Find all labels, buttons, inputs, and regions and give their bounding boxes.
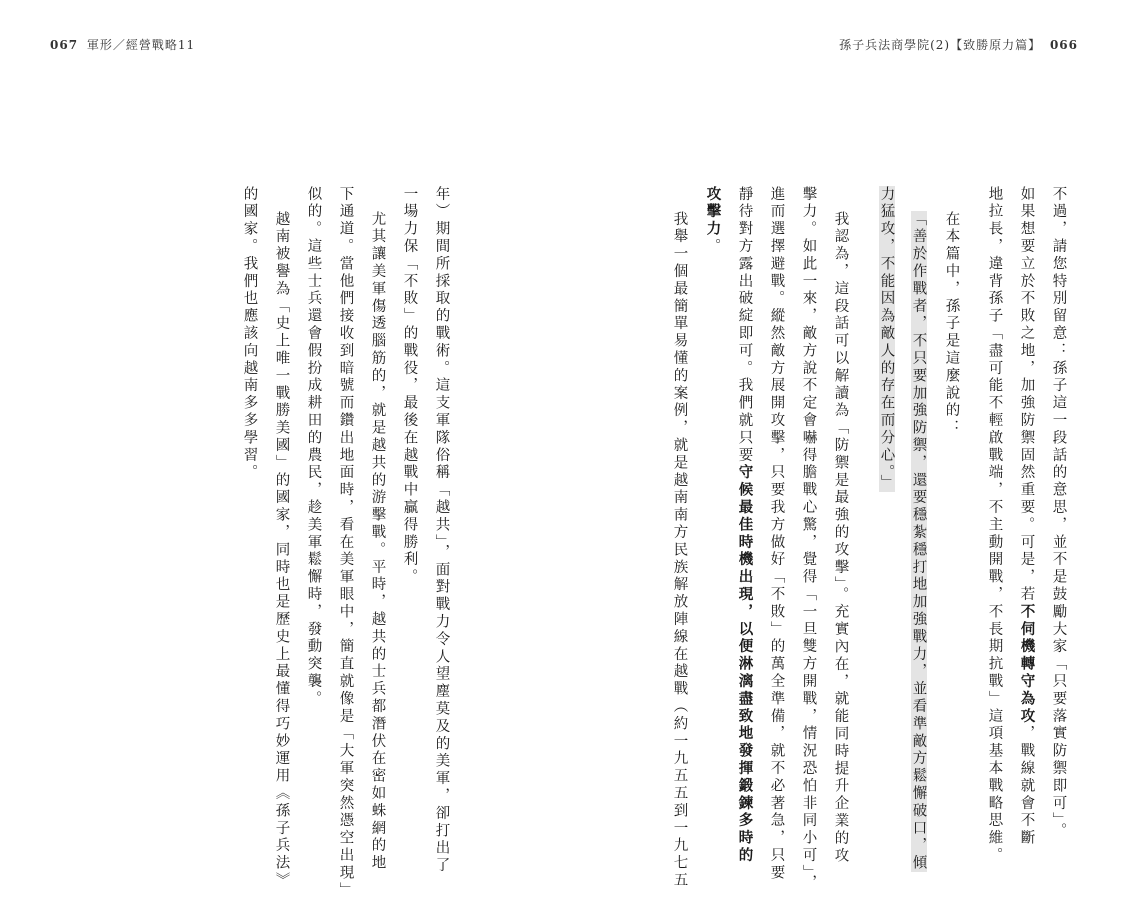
text-line: 地拉長，違背孫子「盡可能不輕啟戰端，不主動開戰，不長期抗戰」這項基本戰略思維。 bbox=[986, 186, 1003, 865]
text-line: 一場力保「不敗」的戰役，最後在越戰中贏得勝利。 bbox=[401, 186, 418, 587]
text-line: 在本篇中，孫子是這麼說的： bbox=[943, 211, 960, 438]
text-line: 尤其讓美軍傷透腦筋的，就是越共的游擊戰。平時，越共的士兵都潛伏在密如蛛網的地 bbox=[369, 211, 386, 873]
text-line: 我舉一個最簡單易懂的案例，就是越南南方民族解放陣線在越戰（約一九五五到一九七五 bbox=[671, 211, 688, 890]
text-line: 我認為，這段話可以解讀為「防禦是最強的攻擊」。充實內在，就能同時提升企業的攻 bbox=[832, 211, 849, 865]
right-page-number: 066 bbox=[1049, 38, 1078, 52]
quote-line: 「善於作戰者，不只要加強防禦，還要穩紮穩打地加強戰力，並看準敵方鬆懈破口，傾 bbox=[910, 211, 927, 873]
text-line: 下通道。當他們接收到暗號而鑽出地面時，看在美軍眼中，簡直就像是「大軍突然憑空出現」 bbox=[337, 186, 354, 899]
text-line: 不過，請您特別留意：孫子這一段話的意思，並不是鼓勵大家「只要落實防禦即可」。 bbox=[1050, 186, 1067, 840]
left-running-title: 軍形／經營戰略11 bbox=[86, 38, 196, 52]
text-line: 靜待對方露出破綻即可。我們就只要守候最佳時機出現，以便淋漓盡致地發揮鍛鍊多時的 bbox=[736, 186, 754, 865]
text-line: 越南被譽為「史上唯一戰勝美國」的國家，同時也是歷史上最懂得巧妙運用《孫子兵法》 bbox=[273, 211, 290, 890]
text-line: 進而選擇避戰。縱然敵方展開攻擊，只要我方做好「不敗」的萬全準備，就不必著急，只要 bbox=[768, 186, 785, 882]
text-line: 年）期間所採取的戰術。這支軍隊俗稱「越共」，面對戰力令人望塵莫及的美軍，卻打出了 bbox=[433, 186, 450, 875]
text-line: 攻擊力。 bbox=[704, 186, 722, 256]
text-line: 擊力。如此一來，敵方說不定會嚇得膽戰心驚，覺得「一旦雙方開戰，情況恐怕非同小可」， bbox=[800, 186, 817, 893]
text-line: 如果想要立於不敗之地，加強防禦固然重要。可是，若不伺機轉守為攻，戰線就會不斷 bbox=[1018, 186, 1036, 848]
right-running-title: 孫子兵法商學院(2)【致勝原力篇】 bbox=[839, 38, 1042, 52]
left-page-number: 067 bbox=[50, 38, 79, 52]
quote-line: 力猛攻，不能因為敵人的存在而分心。」 bbox=[878, 186, 895, 492]
emphasis-text: 守候最佳時機出現，以便淋漓盡致地發揮鍛鍊多時的 bbox=[736, 464, 754, 865]
emphasis-text: 攻擊力 bbox=[704, 186, 722, 239]
text-line: 的國家。我們也應該向越南多多學習。 bbox=[241, 186, 258, 482]
text-line: 似的。這些士兵還會假扮成耕田的農民，趁美軍鬆懈時，發動突襲。 bbox=[305, 186, 322, 708]
right-page-header bbox=[839, 36, 1082, 53]
emphasis-text: 不伺機轉守為攻 bbox=[1018, 603, 1036, 726]
left-page-header bbox=[46, 36, 195, 53]
